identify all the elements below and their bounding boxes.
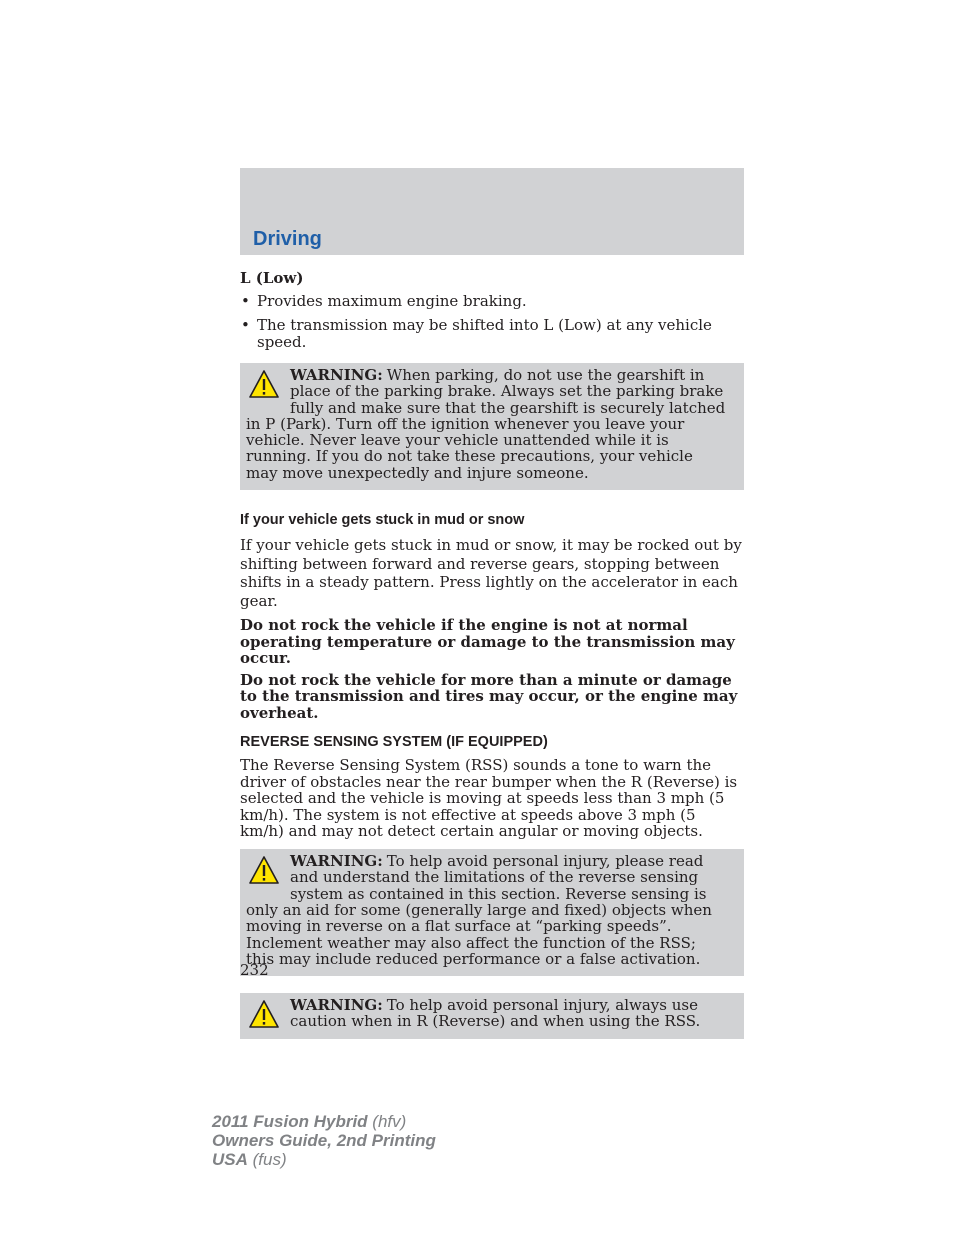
warning-label: WARNING: xyxy=(290,996,383,1015)
footer-line-market xyxy=(212,1150,436,1169)
stuck-caution-temperature: Do not rock the vehicle if the engine is not at normal operating temperature or damage to the transmission may occur. xyxy=(240,616,735,668)
stuck-body: If your vehicle gets stuck in mud or snow, it may be rocked out by shifting between forward and reverse gears, stopping between shifts in a steady pattern. Press lightly on the accelerator in each gear. xyxy=(240,536,742,610)
l-low-bullets xyxy=(240,293,744,351)
footer-guide: Owners Guide, 2nd Printing xyxy=(212,1131,436,1150)
warning-label: WARNING: xyxy=(290,366,383,384)
page-content xyxy=(240,266,744,1039)
warning-box-parking xyxy=(240,363,744,490)
l-low-label: L (Low) xyxy=(240,269,304,287)
footer-model-code: (hfv) xyxy=(367,1112,407,1131)
warning-triangle-icon xyxy=(248,369,280,401)
footer-model: 2011 Fusion Hybrid xyxy=(212,1112,368,1131)
warning-text: When parking, do not use the gearshift in place of the parking brake. Always set the parking brake fully and make sure that the gearshift is securely latched in P (Park). Turn off the ignition whenever you leave your vehicle. Never leave your vehicle unattended while it is running. If you do not take these precautions, your vehicle may move unexpectedly and injure someone. xyxy=(246,366,726,482)
document-footer xyxy=(212,1112,436,1169)
footer-line-model xyxy=(212,1112,436,1131)
list-item: • Provides maximum engine braking. xyxy=(240,293,744,310)
warning-box-rss-limitations xyxy=(240,849,744,976)
stuck-heading: If your vehicle gets stuck in mud or snow xyxy=(240,512,525,529)
warning-triangle-icon xyxy=(248,999,280,1031)
warning-text: To help avoid personal injury, always use caution when in R (Reverse) and when using the RSS. xyxy=(290,996,701,1031)
rss-body: The Reverse Sensing System (RSS) sounds a tone to warn the driver of obstacles near the rear bumper when the R (Reverse) is selected and the vehicle is moving at speeds less than 3 mph (5 km/h). The system is not effective at speeds above 3 mph (5 km/h) and may not detect certain angular or moving objects. xyxy=(240,756,738,841)
warning-text: To help avoid personal injury, please read and understand the limitations of the reverse sensing system as contained in this section. Reverse sensing is only an aid for some (generally large and fixed) objects when moving in reverse on a flat surface at “parking speeds”. Inclement weather may also affect the function of the RSS; this may include reduced performance or a false activation. xyxy=(246,852,712,968)
list-item: • The transmission may be shifted into L (Low) at any vehicle speed. xyxy=(240,317,744,351)
footer-line-guide xyxy=(212,1131,436,1150)
section-title: Driving xyxy=(253,228,322,250)
warning-label: WARNING: xyxy=(290,852,383,871)
footer-market: USA xyxy=(212,1150,248,1169)
rss-heading: REVERSE SENSING SYSTEM (IF EQUIPPED) xyxy=(240,734,548,751)
stuck-caution-duration: Do not rock the vehicle for more than a minute or damage to the transmission and tires may occur, or the engine may overheat. xyxy=(240,670,738,722)
warning-triangle-icon xyxy=(248,855,280,887)
page-number: 232 xyxy=(240,961,269,979)
warning-box-rss-caution xyxy=(240,993,744,1039)
footer-market-code: (fus) xyxy=(247,1150,287,1169)
